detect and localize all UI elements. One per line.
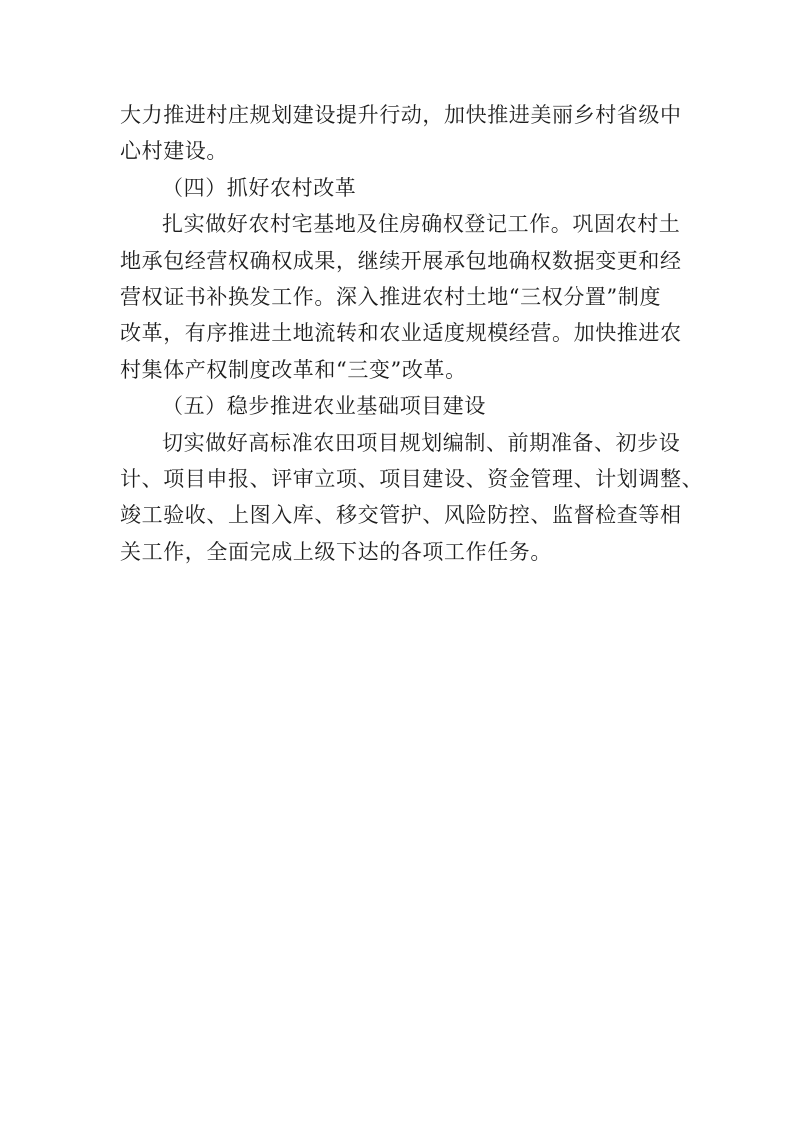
document-body [120,97,704,570]
body-text-line: 关工作，全面完成上级下达的各项工作任务。 [120,539,552,564]
body-text-line: 计、项目申报、评审立项、项目建设、资金管理、计划调整、 [120,466,704,491]
body-text-line: 大力推进村庄规划建设提升行动，加快推进美丽乡村省级中 [120,103,682,127]
body-text-line: 扎实做好农村宅基地及住房确权登记工作。巩固农村土 [162,212,681,237]
body-text-line: 竣工验收、上图入库、移交管护、风险防控、监督检查等相 [120,503,682,528]
body-text-line: 营权证书补换发工作。深入推进农村土地“三权分置”制度 [120,284,662,309]
section-heading-4: （四）抓好农村改革 [162,175,357,200]
body-text-line: 村集体产权制度改革和“三变”改革。 [120,357,467,382]
body-text-line: 切实做好高标准农田项目规划编制、前期准备、初步设 [162,430,681,455]
body-text-line: 改革，有序推进土地流转和农业适度规模经营。加快推进农 [120,321,682,346]
section-heading-5: （五）稳步推进农业基础项目建设 [162,394,486,419]
body-text-line: 心村建设。 [120,139,228,164]
body-text-line: 地承包经营权确权成果，继续开展承包地确权数据变更和经 [120,248,682,273]
